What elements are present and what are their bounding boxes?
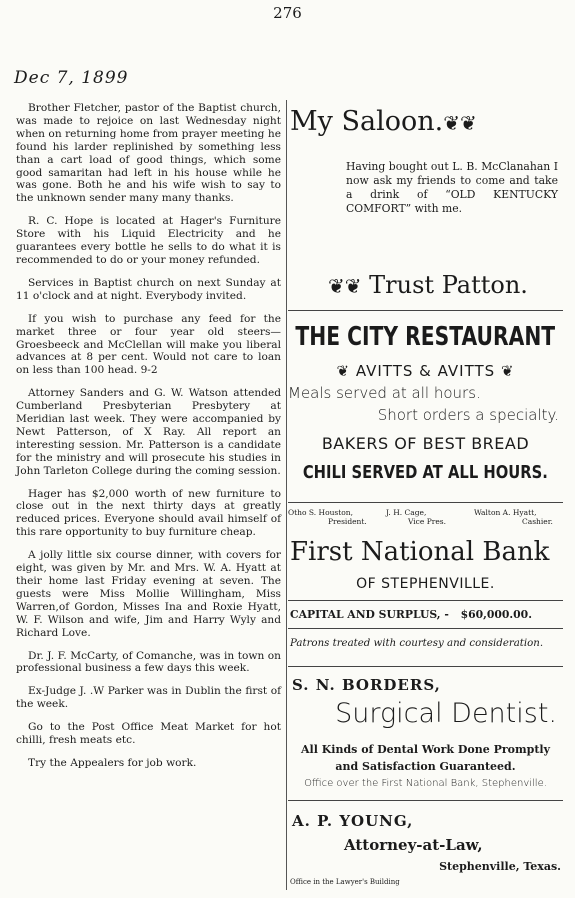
officer-title: Vice Pres. [408, 517, 447, 526]
saloon-title [288, 102, 563, 143]
fleuron-icon: ❦ [500, 362, 515, 380]
bank-officer-president [288, 508, 378, 526]
restaurant-owners [288, 362, 563, 380]
restaurant-short-orders: Short orders a specialty. [377, 406, 559, 424]
attorney-name: A. P. YOUNG, [292, 812, 414, 830]
fleuron-icon: ❦ [344, 274, 362, 298]
news-item-fletcher: Brother Fletcher, pastor of the Baptist church, was made to rejoice on last Wednesday night when on returning home from prayer meeting he found his larder replinished by something less than a cart load of good things, which some good samaritan had left in his house while he was gone. Both he and his wife wish to say to the unknown sender many many thanks. [16, 102, 281, 205]
ad-divider [288, 666, 563, 667]
saloon-body: Having bought out L. B. McClanahan I now ask my friends to come and take a drink of “OLD KENTUCKY COMFORT” with me. [346, 160, 558, 215]
restaurant-chili: CHILI SERVED AT ALL HOURS. [302, 462, 548, 483]
fleuron-icon: ❦ [336, 362, 351, 380]
officer-name: Walton A. Hyatt, [474, 508, 537, 517]
news-item-furniture: Hager has $2,000 worth of new furniture to close out in the next thirty days at greatly reduced prices. Everyone should avail himself of this rare opportunity to buy furniture cheap. [16, 487, 281, 539]
bank-officer-vice-president [386, 508, 466, 526]
restaurant-owners-text: AVITTS & AVITTS [355, 362, 496, 380]
bank-tagline: Patrons treated with courtesy and consideration. [290, 638, 544, 649]
officer-title: President. [328, 517, 367, 526]
page-number: 276 [273, 4, 302, 22]
restaurant-bakers: BAKERS OF BEST BREAD [321, 434, 530, 453]
news-item-mccarty: Dr. J. F. McCarty, of Comanche, was in town on professional business a few days this week. [16, 649, 281, 675]
officer-name: J. H. Cage, [386, 508, 427, 517]
officer-title: Cashier. [522, 517, 553, 526]
saloon-signature [328, 268, 563, 303]
saloon-title-text: My Saloon. [290, 106, 444, 137]
saloon-signature-text: Trust Patton. [369, 271, 528, 299]
ad-divider [288, 502, 563, 503]
handwritten-date: Dec 7, 1899 [14, 68, 129, 88]
bank-title: First National Bank [290, 537, 550, 567]
news-item-presbytery: Attorney Sanders and G. W. Watson attended Cumberland Presbyterian Presbytery at Meridian last week. They were accompanied by Newt Patterson, of X Ray. All report an interesting session. Mr. Patterson is a candidate for the ministry and will prosecute his studies in John Tarleton College during the coming session. [16, 387, 281, 477]
news-item-hope: R. C. Hope is located at Hager's Furniture Store with his Liquid Electricity and he guarantees every bottle he sells to do what it is recommended to do or your money refunded. [16, 215, 281, 266]
dentist-office: Office over the First National Bank, Stephenville. [304, 778, 547, 789]
column-rule [286, 100, 287, 890]
left-news-column [16, 102, 281, 780]
bank-capital [288, 608, 565, 621]
restaurant-title: THE CITY RESTAURANT [295, 322, 556, 352]
news-item-services: Services in Baptist church on next Sunday at 11 o'clock and at night. Everybody invited. [16, 276, 281, 302]
bank-officer-cashier [474, 508, 564, 526]
ad-divider [288, 600, 563, 601]
fleuron-icon: ❦ [328, 274, 345, 298]
saloon-ad [288, 102, 563, 299]
dentist-title: Surgical Dentist. [335, 698, 557, 729]
officer-name: Otho S. Houston, [288, 508, 354, 517]
news-item-job-work: Try the Appealers for job work. [28, 756, 197, 769]
news-item-meat-market: Go to the Post Office Meat Market for hot chilli, fresh meats etc. [16, 721, 281, 747]
restaurant-meals: Meals served at all hours. [288, 384, 481, 402]
news-item-parker: Ex-Judge J. .W Parker was in Dublin the first of the week. [16, 685, 281, 711]
ad-divider [288, 800, 563, 801]
ad-divider [288, 310, 563, 311]
dentist-name: S. N. BORDERS, [292, 676, 441, 694]
news-item-dinner: A jolly little six course dinner, with covers for eight, was given by Mr. and Mrs. W. A. Hyatt at their home last Friday evening at seven. The guests were Miss Mollie Willingham, Miss Warren,of Gordon, Misses Ina and Roxie Hyatt, W. F. Wilson and wife, Jim and Harry Wyly and Richard Love. [16, 549, 281, 639]
news-item-feed: If you wish to purchase any feed for the market three or four year old steers—Groesbeeck and McClellan will make you liberal advances at 8 per cent. Would not care to loan on less than 100 head. 9-2 [16, 312, 281, 377]
attorney-location: Stephenville, Texas. [439, 860, 561, 873]
fleuron-icon: ❦ [443, 111, 460, 135]
bank-capital-label: CAPITAL AND SURPLUS, - [290, 608, 449, 621]
dentist-line-2: and Satisfaction Guaranteed. [335, 760, 516, 773]
attorney-title: Attorney-at-Law, [344, 836, 483, 854]
dentist-line-1: All Kinds of Dental Work Done Promptly [301, 743, 550, 756]
bank-subtitle: OF STEPHENVILLE. [356, 576, 495, 592]
ad-divider [288, 628, 563, 629]
bank-capital-value: $60,000.00. [460, 608, 532, 621]
attorney-office: Office in the Lawyer's Building [290, 878, 400, 886]
fleuron-icon: ❦ [459, 111, 477, 135]
